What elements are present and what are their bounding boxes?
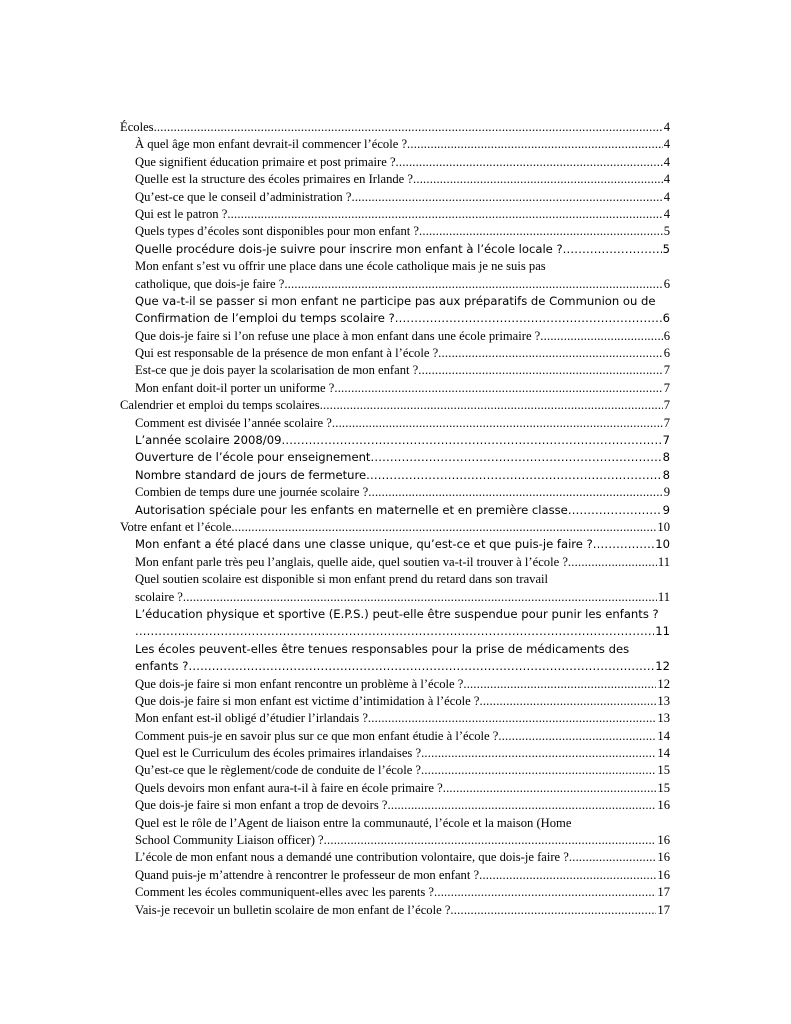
toc-page-number: 12 (657, 676, 670, 691)
toc-entry[interactable] (120, 467, 670, 484)
toc-entry[interactable] (120, 328, 670, 345)
toc-entry[interactable] (120, 502, 670, 519)
toc-dot-leader (396, 154, 663, 171)
toc-page-number: 11 (657, 554, 670, 569)
toc-section-entry[interactable] (120, 397, 670, 414)
toc-page-number: 12 (655, 659, 670, 674)
toc-section-entry[interactable] (120, 519, 670, 536)
toc-dot-leader (479, 693, 656, 710)
toc-entry-title: catholique, que dois-je faire ? (135, 276, 285, 291)
toc-page-number: 7 (662, 433, 670, 448)
toc-entry[interactable] (120, 536, 670, 553)
toc-dot-leader (154, 119, 663, 136)
toc-page-number: 17 (657, 885, 670, 900)
toc-entry-first-line[interactable]: Que va-t-il se passer si mon enfant ne participe pas aux préparatifs de Communion ou de (135, 293, 656, 308)
toc-entry-title: Que dois-je faire si mon enfant est victime d’intimidation à l’école ? (135, 693, 480, 708)
toc-dot-leader (438, 345, 663, 362)
toc-page-number: 15 (657, 780, 670, 795)
toc-page-number: 9 (663, 485, 670, 500)
toc-dot-leader (135, 623, 654, 640)
toc-entry-title: Mon enfant est-il obligé d’étudier l’irlandais ? (135, 711, 368, 726)
toc-page-number: 5 (663, 224, 670, 239)
toc-entry[interactable] (120, 310, 670, 327)
toc-page-number: 5 (662, 241, 670, 256)
toc-entry[interactable] (120, 449, 670, 466)
toc-entry-title: Que dois-je faire si mon enfant rencontre un problème à l’école ? (135, 676, 464, 691)
toc-entry[interactable] (120, 762, 670, 779)
toc-dot-leader (227, 206, 662, 223)
toc-entry-title: Quels types d’écoles sont disponibles pour mon enfant ? (135, 224, 420, 239)
toc-dot-leader (188, 658, 654, 675)
toc-dot-leader (593, 536, 654, 553)
toc-entry[interactable] (120, 171, 670, 188)
toc-page-number: 4 (663, 206, 670, 221)
toc-dot-leader (498, 728, 656, 745)
toc-page-number: 6 (663, 328, 670, 343)
toc-entry[interactable] (120, 362, 670, 379)
toc-dot-leader (563, 241, 662, 258)
toc-entry-title: Mon enfant doit-il porter un uniforme ? (135, 380, 335, 395)
toc-page-number: 4 (663, 172, 670, 187)
toc-entry[interactable] (120, 484, 670, 501)
table-of-contents (120, 119, 670, 919)
toc-dot-leader (540, 328, 662, 345)
toc-dot-leader (324, 832, 657, 849)
toc-entry-first-line[interactable]: L’éducation physique et sportive (E.P.S.) peut-elle être suspendue pour punir les enfants ? (135, 606, 659, 621)
toc-page-number: 6 (662, 311, 670, 326)
toc-entry-title: Comment les écoles communiquent-elles avec les parents ? (135, 885, 435, 900)
toc-page-number: 6 (663, 276, 670, 291)
toc-entry[interactable] (120, 554, 670, 571)
toc-entry-title: Quels devoirs mon enfant aura-t-il à faire en école primaire ? (135, 780, 443, 795)
toc-entry-title: Qu’est-ce que le règlement/code de conduite de l’école ? (135, 763, 422, 778)
toc-entry[interactable] (120, 589, 670, 606)
toc-dot-leader (284, 276, 662, 293)
toc-page-number: 11 (657, 589, 670, 604)
toc-entry[interactable] (120, 780, 670, 797)
toc-page-number: 14 (657, 728, 670, 743)
toc-dot-leader (413, 171, 663, 188)
toc-page-number: 14 (657, 746, 670, 761)
toc-entry-title: Confirmation de l’emploi du temps scolaire ? (135, 311, 395, 326)
toc-page-number: 7 (663, 363, 670, 378)
toc-dot-leader (568, 554, 657, 571)
toc-dot-leader (231, 519, 656, 536)
toc-entry-title: Quel est le Curriculum des écoles primaires irlandaises ? (135, 746, 422, 761)
toc-entry-title: Combien de temps dure une journée scolaire ? (135, 485, 369, 500)
toc-entry[interactable] (120, 415, 670, 432)
toc-page-number: 7 (663, 398, 670, 413)
toc-entry-first-line[interactable]: Quel est le rôle de l’Agent de liaison entre la communauté, l’école et la maison (Home (135, 815, 572, 830)
toc-page-number: 4 (663, 137, 670, 152)
toc-entry-title: Nombre standard de jours de fermeture (135, 467, 367, 482)
toc-entry-title: L’école de mon enfant nous a demandé une contribution volontaire, que dois-je faire ? (135, 850, 569, 865)
toc-entry-title: À quel âge mon enfant devrait-il commencer l’école ? (135, 137, 408, 152)
toc-page-number: 16 (657, 867, 670, 882)
toc-page-number: 9 (662, 502, 670, 517)
toc-entry-title: Mon enfant parle très peu l’anglais, quelle aide, quel soutien va-t-il trouver à l’école ? (135, 554, 568, 569)
toc-entry[interactable] (120, 658, 670, 675)
toc-entry-title: enfants ? (135, 659, 189, 674)
toc-dot-leader (334, 380, 662, 397)
toc-entry[interactable] (120, 189, 670, 206)
toc-dot-leader (332, 415, 663, 432)
toc-entry[interactable] (120, 380, 670, 397)
toc-dot-leader (370, 449, 661, 466)
toc-page-number: 7 (663, 415, 670, 430)
toc-entry-title: Quelle est la structure des écoles primaires en Irlande ? (135, 172, 413, 187)
toc-dot-leader (569, 849, 657, 866)
toc-entry[interactable] (120, 154, 670, 171)
toc-entry-title: Qu’est-ce que le conseil d’administration ? (135, 189, 352, 204)
toc-page-number: 13 (657, 711, 670, 726)
toc-page-number: 7 (663, 380, 670, 395)
toc-entry-title: School Community Liaison officer) ? (135, 833, 324, 848)
toc-entry[interactable] (120, 710, 670, 727)
toc-dot-leader (421, 745, 656, 762)
toc-dot-leader (368, 484, 662, 501)
toc-entry-title: Comment est divisée l’année scolaire ? (135, 415, 332, 430)
toc-entry[interactable] (120, 276, 670, 293)
toc-entry-title: Écoles (120, 120, 154, 134)
toc-entry-first-line[interactable]: Quel soutien scolaire est disponible si mon enfant prend du retard dans son travail (135, 572, 549, 587)
toc-entry-title: Comment puis-je en savoir plus sur ce que mon enfant étudie à l’école ? (135, 728, 499, 743)
toc-dot-leader (450, 902, 656, 919)
toc-entry[interactable] (120, 797, 670, 814)
toc-entry-title: Qui est responsable de la présence de mon enfant à l’école ? (135, 346, 439, 361)
toc-page-number: 8 (662, 450, 670, 465)
toc-dot-leader (418, 362, 662, 379)
toc-entry[interactable] (120, 902, 670, 919)
toc-dot-leader (281, 432, 661, 449)
toc-page-number: 10 (657, 519, 670, 534)
toc-dot-leader (366, 467, 661, 484)
toc-entry[interactable] (120, 728, 670, 745)
toc-entry[interactable] (120, 867, 670, 884)
toc-page-number: 16 (657, 850, 670, 865)
toc-page-number: 16 (657, 798, 670, 813)
toc-entry[interactable] (120, 345, 670, 362)
toc-page-number: 4 (663, 120, 670, 134)
toc-dot-leader (395, 310, 662, 327)
toc-entry[interactable] (120, 832, 670, 849)
toc-entry-title: L’année scolaire 2008/09 (135, 433, 282, 448)
toc-page-number: 6 (663, 346, 670, 361)
toc-dot-leader (434, 884, 656, 901)
toc-page-number: 16 (657, 833, 670, 848)
toc-dot-leader (463, 676, 656, 693)
toc-entry-title: Vais-je recevoir un bulletin scolaire de mon enfant de l’école ? (135, 902, 451, 917)
toc-page-number: 15 (657, 763, 670, 778)
toc-entry-title: Ouverture de l’école pour enseignement (135, 450, 371, 465)
toc-entry-first-line[interactable]: Mon enfant s’est vu offrir une place dans une école catholique mais je ne suis pas (135, 259, 546, 274)
toc-entry-title: Quelle procédure dois-je suivre pour inscrire mon enfant à l’école locale ? (135, 241, 563, 256)
toc-entry-first-line[interactable]: Les écoles peuvent-elles être tenues responsables pour la prise de médicaments des (135, 641, 630, 656)
toc-entry-title: Est-ce que je dois payer la scolarisation de mon enfant ? (135, 363, 419, 378)
toc-dot-leader (479, 867, 656, 884)
toc-entry-title: Que dois-je faire si l’on refuse une place à mon enfant dans une école primaire ? (135, 328, 541, 343)
toc-entry-title: Votre enfant et l’école (120, 519, 232, 534)
toc-entry-title: Calendrier et emploi du temps scolaires (120, 398, 320, 413)
toc-entry[interactable] (120, 676, 670, 693)
toc-entry[interactable] (120, 884, 670, 901)
toc-entry[interactable] (120, 849, 670, 866)
toc-page-number: 11 (655, 624, 670, 639)
toc-dot-leader (419, 223, 663, 240)
toc-entry[interactable] (120, 693, 670, 710)
toc-page-number: 4 (663, 189, 670, 204)
toc-entry-title: Que signifient éducation primaire et post primaire ? (135, 154, 396, 169)
toc-dot-leader (368, 710, 656, 727)
toc-dot-leader (421, 762, 656, 779)
toc-entry[interactable] (120, 623, 670, 640)
toc-dot-leader (443, 780, 657, 797)
toc-entry-title: Quand puis-je m’attendre à rencontrer le professeur de mon enfant ? (135, 867, 480, 882)
toc-page-number: 10 (655, 537, 670, 552)
toc-section-entry[interactable] (120, 119, 670, 136)
toc-dot-leader (407, 136, 663, 153)
toc-dot-leader (351, 189, 662, 206)
toc-entry[interactable] (120, 206, 670, 223)
toc-entry-title: Qui est le patron ? (135, 206, 228, 221)
toc-entry-title: Mon enfant a été placé dans une classe unique, qu’est-ce et que puis-je faire ? (135, 537, 593, 552)
toc-entry-title: scolaire ? (135, 589, 183, 604)
toc-page-number: 8 (662, 467, 670, 482)
toc-entry-title: Autorisation spéciale pour les enfants en maternelle et en première classe (135, 502, 568, 517)
toc-dot-leader (388, 797, 657, 814)
toc-entry[interactable] (120, 136, 670, 153)
toc-page-number: 4 (663, 154, 670, 169)
toc-dot-leader (183, 589, 657, 606)
toc-entry[interactable] (120, 223, 670, 240)
toc-page-number: 17 (657, 902, 670, 917)
toc-page-number: 13 (657, 693, 670, 708)
toc-entry-title: Que dois-je faire si mon enfant a trop de devoirs ? (135, 798, 388, 813)
toc-entry[interactable] (120, 432, 670, 449)
toc-dot-leader (320, 397, 663, 414)
toc-dot-leader (568, 502, 662, 519)
toc-entry[interactable] (120, 241, 670, 258)
toc-entry[interactable] (120, 745, 670, 762)
